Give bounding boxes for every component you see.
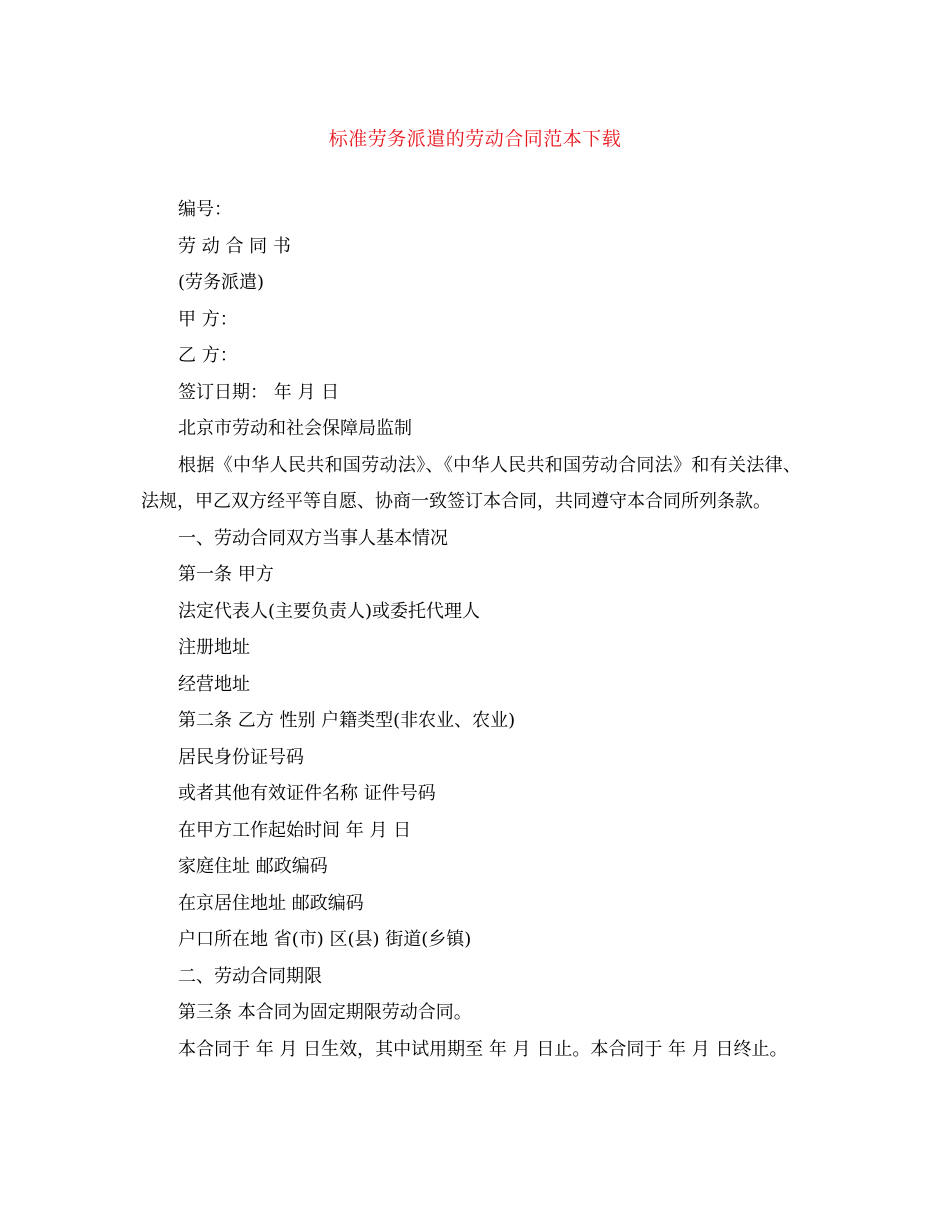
preamble-paragraph: 根据《中华人民共和国劳动法》、《中华人民共和国劳动合同法》和有关法律、法规，甲乙双方经平等自愿、协商一致签订本合同，共同遵守本合同所列条款。	[141, 454, 801, 512]
registered-address-line: 注册地址	[178, 637, 250, 658]
document-title: 标准劳务派遣的劳动合同范本下载	[328, 128, 622, 150]
party-a-line: 甲 方：	[178, 308, 238, 330]
id-number-line: 居民身份证号码	[178, 746, 304, 768]
article-3: 第三条 本合同为固定期限劳动合同。	[178, 1002, 472, 1023]
dispatch-subtitle: (劳务派遣)	[178, 272, 265, 293]
contract-number: 编号：	[178, 199, 232, 220]
document-body	[141, 192, 801, 1068]
other-id-line: 或者其他有效证件名称 证件号码	[178, 783, 436, 804]
article-2: 第二条 乙方 性别 户籍类型(非农业、农业)	[178, 710, 516, 731]
supervisor-line: 北京市劳动和社会保障局监制	[178, 418, 412, 439]
article-1: 第一条 甲方	[178, 564, 274, 585]
section-2-heading: 二、劳动合同期限	[178, 965, 322, 987]
section-1-heading: 一、劳动合同双方当事人基本情况	[178, 527, 448, 549]
party-b-line: 乙 方：	[178, 345, 238, 366]
contract-book-heading: 劳 动 合 同 书	[178, 235, 291, 257]
start-time-line: 在甲方工作起始时间 年 月 日	[178, 819, 412, 841]
hukou-line: 户口所在地 省(市) 区(县) 街道(乡镇)	[178, 929, 472, 950]
business-address-line: 经营地址	[178, 673, 250, 695]
sign-date-line: 签订日期： 年 月 日	[178, 381, 340, 403]
effective-date-line: 本合同于 年 月 日生效，其中试用期至 年 月 日止。本合同于 年 月 日终止。	[178, 1038, 788, 1060]
legal-representative-line: 法定代表人(主要负责人)或委托代理人	[178, 600, 481, 622]
home-address-line: 家庭住址 邮政编码	[178, 856, 328, 877]
beijing-address-line: 在京居住地址 邮政编码	[178, 892, 364, 914]
